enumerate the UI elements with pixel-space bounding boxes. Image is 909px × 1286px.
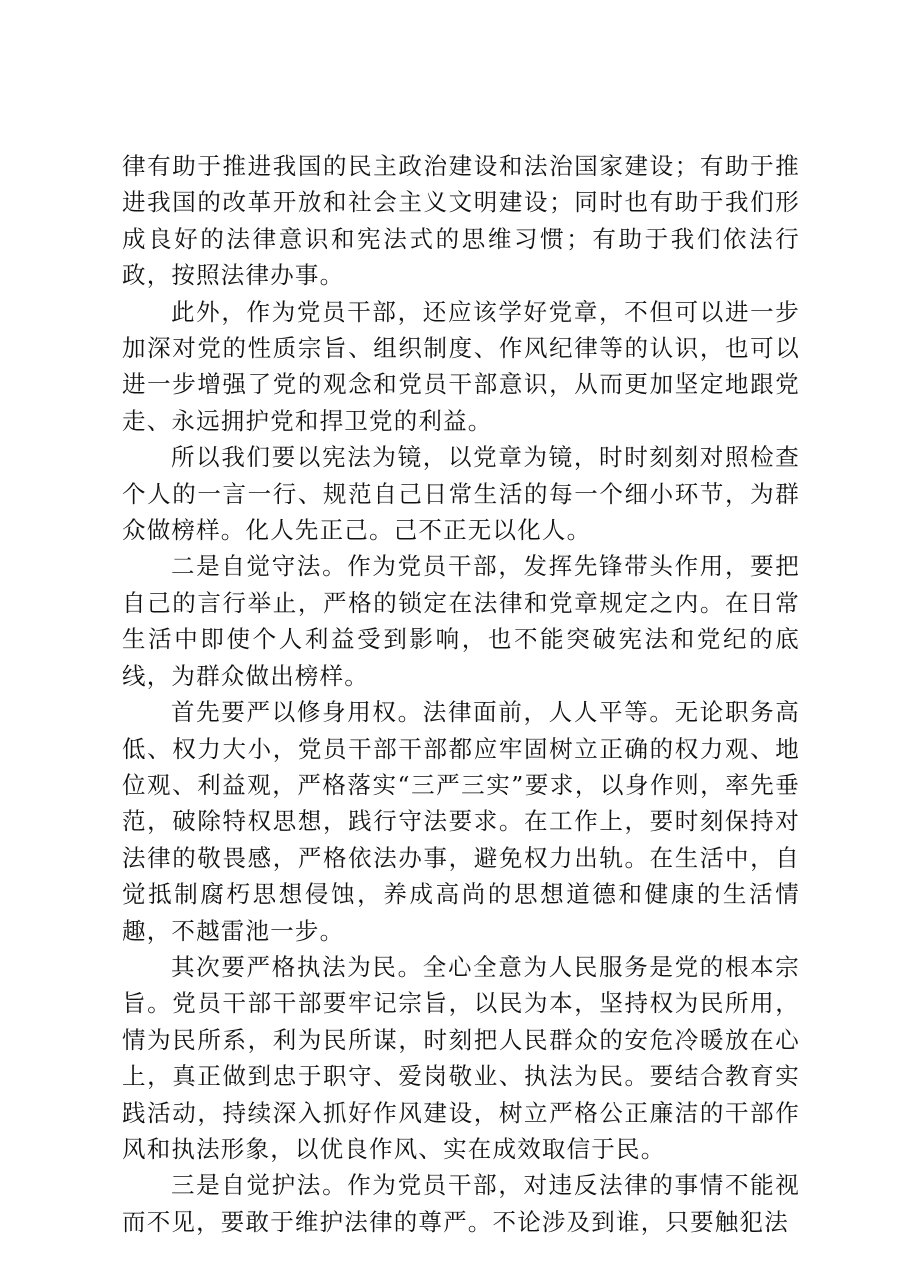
paragraph-party-constitution: 此外，作为党员干部，还应该学好党章，不但可以进一步加深对党的性质宗旨、组织制度、作风纪律等的认识，也可以进一步增强了党的观念和党员干部意识，从而更加坚定地跟党走、永远拥护党和捍卫党的利益。 [122,297,800,435]
paragraph-self-discipline: 首先要严以修身用权。法律面前，人人平等。无论职务高低、权力大小，党员干部干部都应牢固树立正确的权力观、地位观、利益观，严格落实“三严三实”要求，以身作则，率先垂范，破除特权思想，践行守法要求。在工作上，要时刻保持对法律的敬畏感，严格依法办事，避免权力出轨。在生活中，自觉抵制腐朽思想侵蚀，养成高尚的思想道德和健康的生活情趣，不越雷池一步。 [122,698,800,945]
paragraph-law-enforcement: 其次要严格执法为民。全心全意为人民服务是党的根本宗旨。党员干部干部要牢记宗旨，以民为本，坚持权为民所用，情为民所系，利为民所谋，时刻把人民群众的安危冷暖放在心上，真正做到忠于职守、爱岗敬业、执法为民。要结合教育实践活动，持续深入抓好作风建设，树立严格公正廉洁的干部作风和执法形象，以优良作风、实在成效取信于民。 [122,952,800,1163]
paragraph-abide-law: 二是自觉守法。作为党员干部，发挥先锋带头作用，要把自己的言行举止，严格的锁定在法律和党章规定之内。在日常生活中即使个人利益受到影响，也不能突破宪法和党纪的底线，为群众做出榜样。 [122,552,800,690]
paragraph-protect-law: 三是自觉护法。作为党员干部，对违反法律的事情不能视而不见，要敢于维护法律的尊严。不论涉及到谁，只要触犯法 [122,1171,800,1236]
paragraph-mirror: 所以我们要以宪法为镜，以党章为镜，时时刻刻对照检查个人的一言一行、规范自己日常生活的每一个细小环节，为群众做榜样。化人先正己。己不正无以化人。 [122,443,800,545]
document-body [122,148,800,1240]
paragraph-continuation: 律有助于推进我国的民主政治建设和法治国家建设；有助于推进我国的改革开放和社会主义文明建设；同时也有助于我们形成良好的法律意识和宪法式的思维习惯；有助于我们依法行政，按照法律办事。 [122,152,800,290]
